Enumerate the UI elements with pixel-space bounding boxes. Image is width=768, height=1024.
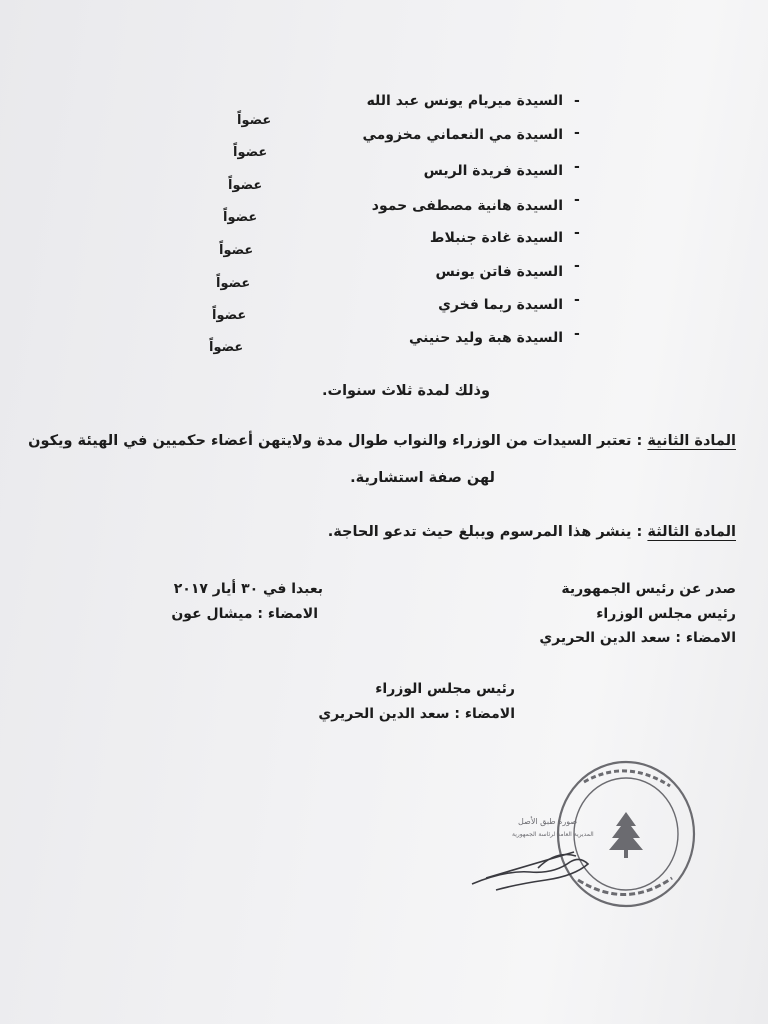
- list-dash: -: [574, 159, 580, 175]
- label-separator: :: [636, 524, 643, 540]
- article2-line1: [28, 433, 736, 449]
- member-name: السيدة مي النعماني مخزومي: [362, 127, 563, 143]
- list-dash: -: [574, 292, 580, 308]
- member-name: السيدة هانية مصطفى حمود: [371, 198, 563, 214]
- member-name: السيدة ريما فخري: [438, 297, 563, 313]
- list-dash: -: [574, 192, 580, 208]
- member-role: عضواً: [219, 243, 254, 258]
- article2-label: المادة الثانية: [647, 433, 736, 449]
- handwritten-signature: [472, 852, 588, 890]
- list-dash: -: [574, 225, 580, 241]
- cedar-icon: [609, 812, 643, 858]
- article2-line2: لهن صفة استشارية.: [350, 470, 495, 486]
- member-role: عضواً: [223, 210, 258, 225]
- list-dash: -: [574, 258, 580, 274]
- president-signature: الامضاء : ميشال عون: [171, 606, 318, 622]
- member-name: السيدة فريدة الريس: [423, 163, 563, 179]
- label-separator: :: [636, 433, 643, 449]
- member-role: عضواً: [212, 308, 247, 323]
- member-role: عضواً: [216, 276, 251, 291]
- list-dash: -: [574, 93, 580, 109]
- pm-signature-center: الامضاء : سعد الدين الحريري: [318, 706, 515, 722]
- pm-signature-right: الامضاء : سعد الدين الحريري: [539, 630, 736, 646]
- place-date: بعبدا في ٣٠ أيار ٢٠١٧: [173, 581, 323, 597]
- member-role: عضواً: [228, 178, 263, 193]
- stamp-inner-line2: المديرية العامة لرئاسة الجمهورية: [512, 831, 594, 838]
- pm-title-right: رئيس مجلس الوزراء: [596, 606, 736, 622]
- member-role: عضواً: [237, 113, 272, 128]
- article3-text: ينشر هذا المرسوم ويبلغ حيث تدعو الحاجة.: [327, 524, 632, 540]
- member-name: السيدة فاتن يونس: [435, 264, 563, 280]
- duration-note: وذلك لمدة ثلاث سنوات.: [322, 383, 490, 399]
- official-stamp: [466, 752, 700, 912]
- member-name: السيدة ميريام يونس عبد الله: [366, 93, 563, 109]
- member-role: عضواً: [233, 145, 268, 160]
- list-dash: -: [574, 326, 580, 342]
- article3-line: [328, 524, 736, 540]
- stamp-inner-line1: صورة طبق الأصل: [518, 817, 578, 826]
- member-name: السيدة غادة جنبلاط: [429, 230, 563, 246]
- pm-title-center: رئيس مجلس الوزراء: [375, 681, 515, 697]
- issued-from: صدر عن رئيس الجمهورية: [561, 581, 736, 597]
- member-role: عضواً: [209, 340, 244, 355]
- article2-text: تعتبر السيدات من الوزراء والنواب طوال مدة ولايتهن أعضاء حكميين في الهيئة ويكون: [28, 433, 632, 449]
- list-dash: -: [574, 125, 580, 141]
- article3-label: المادة الثالثة: [647, 524, 736, 540]
- member-name: السيدة هبة وليد حنيني: [408, 330, 563, 346]
